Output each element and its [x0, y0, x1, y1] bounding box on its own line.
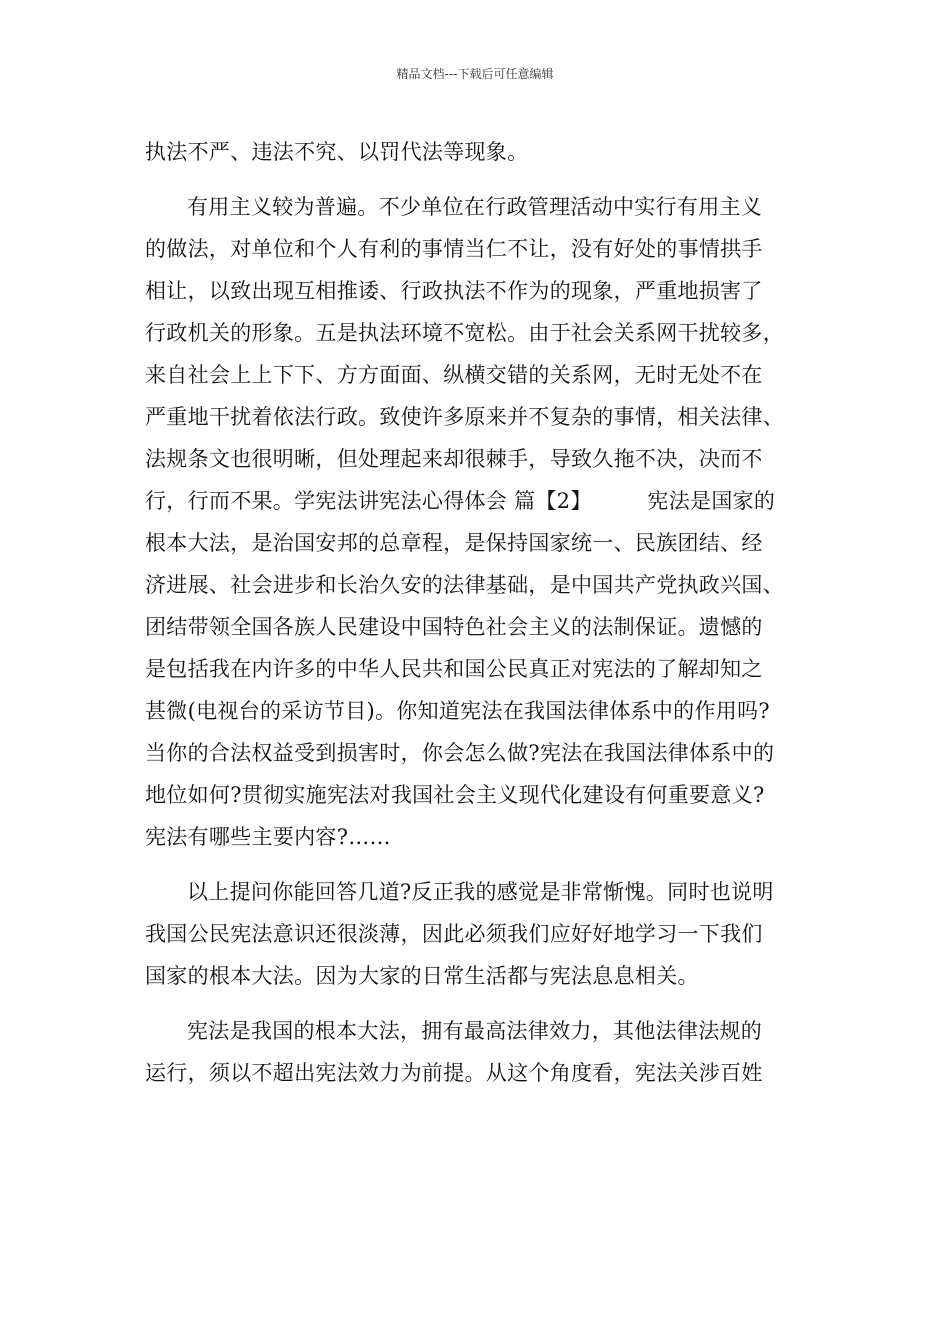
text-line: 执法不严、违法不究、以罚代法等现象。 [145, 140, 529, 164]
text-line: 来自社会上上下下、方方面面、纵横交错的关系网，无时无处不在 [145, 363, 763, 387]
text-line: 有用主义较为普遍。不少单位在行政管理活动中实行有用主义 [187, 195, 763, 219]
text-line: 相让，以致出现互相推诿、行政执法不作为的现象，严重地损害了 [145, 279, 763, 303]
text-line: 运行，须以不超出宪法效力为前提。从这个角度看，宪法关涉百姓 [145, 1061, 763, 1085]
text-line: 地位如何?贯彻实施宪法对我国社会主义现代化建设有何重要意义? [145, 783, 765, 807]
text-line: 当你的合法权益受到损害时，你会怎么做?宪法在我国法律体系中的 [145, 741, 775, 765]
text-line: 甚微(电视台的采访节目)。你知道宪法在我国法律体系中的作用吗? [145, 699, 770, 723]
text-line: 团结带领全国各族人民建设中国特色社会主义的法制保证。遗憾的 [145, 615, 763, 639]
text-line: 济进展、社会进步和长治久安的法律基础，是中国共产党执政兴国、 [145, 573, 784, 597]
text-line: 行政机关的形象。五是执法环境不宽松。由于社会关系网干扰较多， [145, 321, 784, 345]
text-line: 的做法，对单位和个人有利的事情当仁不让，没有好处的事情拱手 [145, 237, 763, 261]
text-line: 我国公民宪法意识还很淡薄，因此必须我们应好好地学习一下我们 [145, 922, 763, 946]
text-line: 法规条文也很明晰，但处理起来却很棘手，导致久拖不决，决而不 [145, 447, 763, 471]
text-line: 根本大法，是治国安邦的总章程，是保持国家统一、民族团结、经 [145, 531, 763, 555]
text-line: 宪法是我国的根本大法，拥有最高法律效力，其他法律法规的 [187, 1019, 763, 1043]
page-header: 精品文档---下载后可任意编辑 [396, 67, 554, 81]
text-line: 宪法有哪些主要内容?…… [145, 825, 391, 849]
text-line: 以上提问你能回答几道?反正我的感觉是非常惭愧。同时也说明 [187, 880, 774, 904]
text-line: 是包括我在内许多的中华人民共和国公民真正对宪法的了解却知之 [145, 657, 763, 681]
text-line: 行，行而不果。学宪法讲宪法心得体会 篇【2】 宪法是国家的 [145, 489, 776, 513]
text-line: 严重地干扰着依法行政。致使许多原来并不复杂的事情，相关法律、 [145, 405, 784, 429]
text-line: 国家的根本大法。因为大家的日常生活都与宪法息息相关。 [145, 964, 699, 988]
document-body [145, 131, 825, 1094]
